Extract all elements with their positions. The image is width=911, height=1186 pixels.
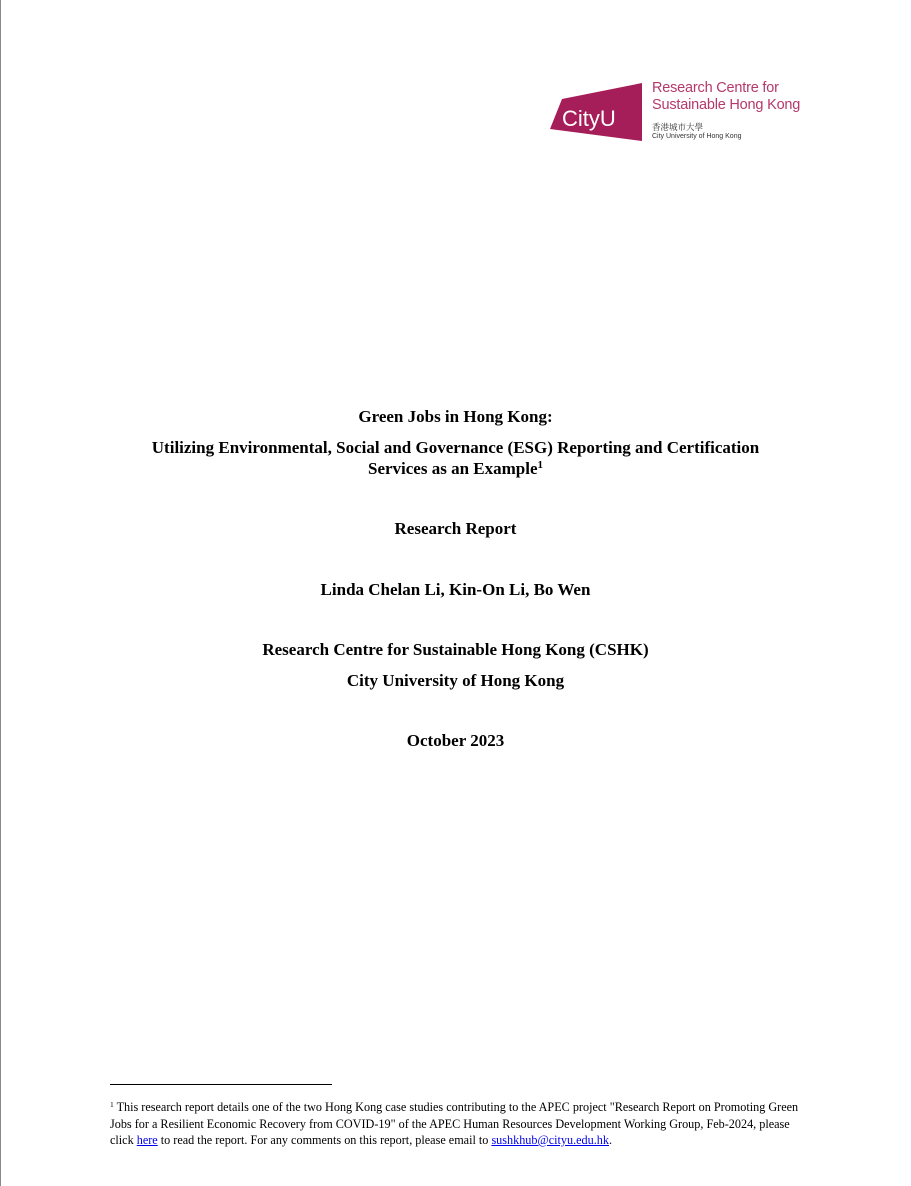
footnote-report-link[interactable]: here — [136, 1133, 158, 1147]
logo-centre-name-line1: Research Centre for — [652, 80, 779, 96]
title-line-3-text: Services as an Example — [367, 459, 538, 478]
footnote-email-link[interactable]: sushkhub@cityu.edu.hk — [491, 1133, 609, 1147]
title-line-1: Green Jobs in Hong Kong: — [358, 407, 553, 426]
cshk-logo — [548, 78, 808, 144]
title-line-2: Utilizing Environmental, Social and Governance (ESG) Reporting and Certification — [151, 438, 760, 457]
title-line-3 — [0, 459, 911, 479]
footnote-separator — [110, 1084, 332, 1085]
cityu-logo-text: CityU — [562, 106, 616, 131]
logo-centre-name-line2: Sustainable Hong Kong — [652, 97, 801, 113]
affiliation-centre: Research Centre for Sustainable Hong Kong (CSHK) — [262, 640, 649, 659]
logo-university-name: City University of Hong Kong — [652, 133, 742, 140]
footnote-text-part1: This research report details one of the two Hong Kong case studies contributing to the APEC project "Research Report on Promoting Green Jobs for a Resilient Economic Recovery from COVID-19" of the APEC Human Resources Development Working Group, Feb-2024, please click — [110, 1100, 799, 1147]
cityu-logo-mark — [548, 81, 644, 141]
footnote-text-end: . — [608, 1133, 613, 1147]
logo-chinese-name: 香港城市大學 — [652, 123, 704, 133]
authors: Linda Chelan Li, Kin-On Li, Bo Wen — [320, 580, 591, 599]
title-footnote-marker: 1 — [537, 459, 544, 471]
footnote — [110, 1099, 810, 1149]
footnote-text-part2: to read the report. For any comments on this report, please email to — [157, 1133, 492, 1147]
report-type: Research Report — [394, 519, 517, 538]
footnote-marker: 1 — [110, 1100, 114, 1109]
affiliation-university: City University of Hong Kong — [346, 671, 565, 690]
publication-date: October 2023 — [406, 731, 505, 750]
